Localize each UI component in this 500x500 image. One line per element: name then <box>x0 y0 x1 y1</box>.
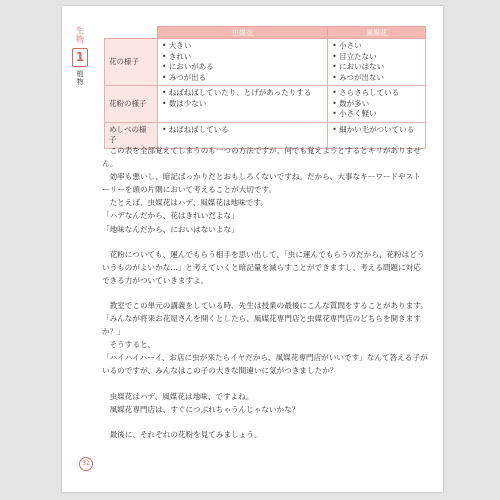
table-cell-item: • 数が多い <box>332 99 421 110</box>
paragraph-gap <box>102 416 428 428</box>
table-cell-b <box>328 86 426 123</box>
table-cell-item: • においはない <box>332 62 421 73</box>
comparison-table <box>104 26 426 149</box>
chapter-number-badge: 1 <box>72 48 88 67</box>
table-row-label: 花の様子 <box>105 39 158 86</box>
side-chapter-label: 植物 <box>76 70 84 86</box>
table-cell-b <box>328 39 426 86</box>
table-corner <box>105 27 158 39</box>
table-row-label: めしべの様子 <box>105 122 158 148</box>
table-cell-item: • きれい <box>162 52 323 63</box>
table-row <box>105 86 426 123</box>
table-cell-item: • ねばねばしている <box>162 125 323 136</box>
paragraph-gap <box>102 236 428 248</box>
table-cell-item: • 大きい <box>162 41 323 52</box>
dialogue-line: 「ハイハイハーイ、お店に虫が来たらイヤだから、風媒花専門店がいいです」なんて答える子がいるのですが、みんなはこの子の大きな間違いに気がつきましたか？ <box>102 353 428 376</box>
dialogue-line: 「ハデなんだから、花はきれいだよな」 <box>102 211 239 221</box>
paragraph: 教室でこの単元の講義をしている時、先生は授業の最後にこんな質問をすることがあります。 <box>109 300 428 310</box>
table-row-label: 花粉の様子 <box>105 86 158 123</box>
table-header-b: 風媒花 <box>328 27 426 39</box>
table-cell-item: • みつが出ない <box>332 73 421 84</box>
side-subject-label: 生物 <box>76 26 84 44</box>
table-cell-item: • 目立たない <box>332 52 421 63</box>
paragraph-gap <box>102 378 428 390</box>
table-cell-item: • 小さい <box>332 41 421 52</box>
table-cell-item: • 細かい毛がついている <box>332 125 421 136</box>
table-cell-item: • においがある <box>162 62 323 73</box>
paragraph: 虫媒花はハデ、風媒花は地味、ですよね。 <box>109 391 254 401</box>
body-text <box>102 144 428 441</box>
table-header-row <box>105 27 426 39</box>
table-cell-a <box>158 86 328 123</box>
paragraph: この表を全部覚えてしまうのも一つの方法ですが、何でも覚えようとするとキリがありません。 <box>102 146 421 169</box>
paragraph: 花粉についても、運んでもらう相手を思い出して、「虫に運んでもらうのだから、花粉はどういうものがよいかな…」と考えていくと暗記量を減らすことができますし、考える問題に対応できる力がついていきますよ。 <box>102 249 425 285</box>
paragraph: そうすると、 <box>109 340 156 350</box>
paragraph: 効率も悪いし、暗記ばっかりだとおもしろくないですね。だから、大事なキーワードやストーリーを頭の片隅において考えることが大切です。 <box>102 172 421 195</box>
table-row <box>105 39 426 86</box>
table-cell-item: • 数は少ない <box>162 99 323 110</box>
table-cell-item: • さらさらしている <box>332 88 421 99</box>
table-header-a: 虫媒花 <box>158 27 328 39</box>
table-cell-item: • 小さく軽い <box>332 109 421 120</box>
paragraph: たとえば、虫媒花はハデ、風媒花は地味です。 <box>109 198 268 208</box>
document-page <box>62 6 443 492</box>
page-number: 32 <box>79 457 93 471</box>
paragraph: 最後に、それぞれの花粉を見てみましょう。 <box>109 429 262 439</box>
dialogue-line: 「地味なんだから、においはないよな」 <box>102 224 239 234</box>
table-cell-item: • みつが出る <box>162 73 323 84</box>
table-cell-a <box>158 39 328 86</box>
paragraph-gap <box>102 287 428 299</box>
dialogue-line: 「みんなが将来お花屋さんを開くとしたら、風媒花専門店と虫媒花専門店のどちらを開きますか？」 <box>102 314 421 337</box>
table-cell-item: • ねばねばしていたり、とげがあったりする <box>162 88 323 99</box>
paragraph: 風媒花専門店は、すぐにつぶれちゃうんじゃないかな？ <box>109 404 300 414</box>
